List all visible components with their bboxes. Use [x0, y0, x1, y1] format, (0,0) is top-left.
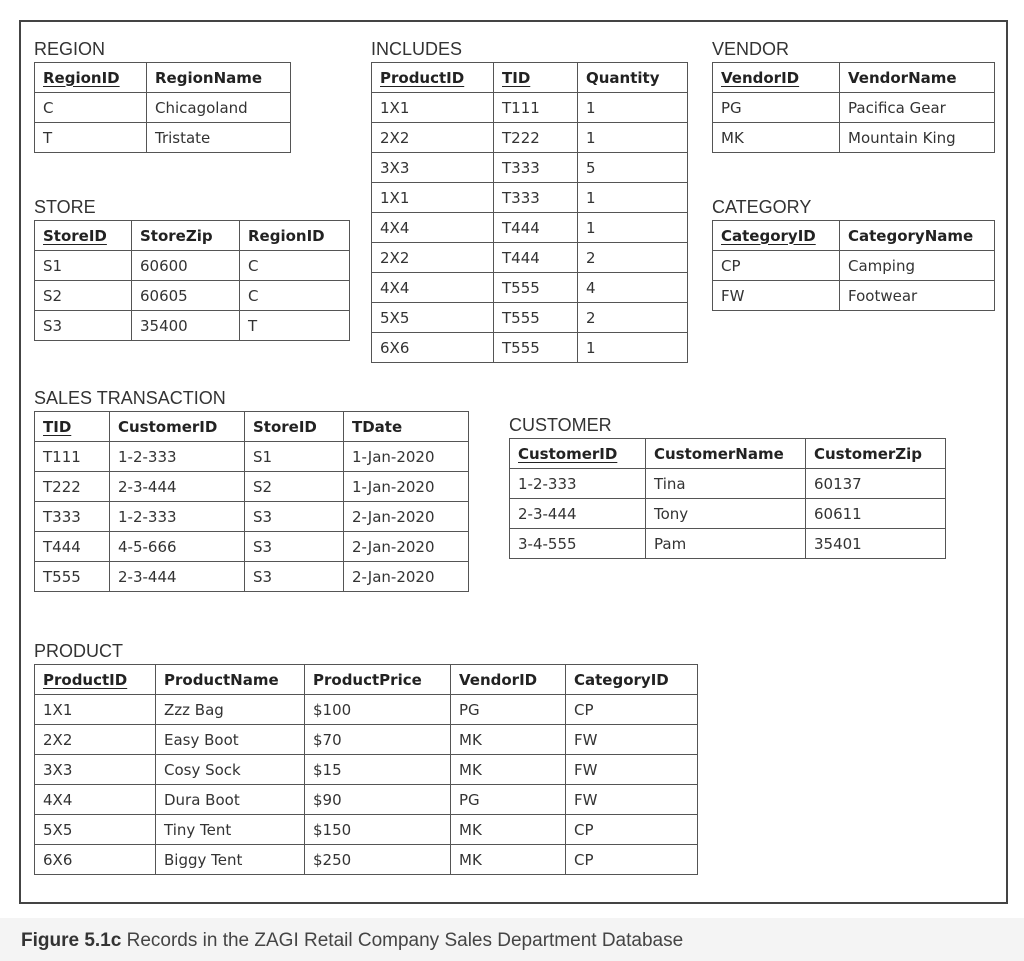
table-row: [35, 845, 698, 875]
cell-tid: T222: [494, 123, 578, 153]
cell-regionid: C: [240, 281, 350, 311]
cell-tid: T333: [494, 183, 578, 213]
cell-storeid: S3: [245, 532, 344, 562]
cell-categoryid: FW: [713, 281, 840, 311]
table-row: [372, 303, 688, 333]
cell-productid: 1X1: [372, 183, 494, 213]
table-row: [372, 93, 688, 123]
column-header-quantity: Quantity: [578, 63, 688, 93]
cell-tid: T555: [494, 273, 578, 303]
column-header-vendorid: VendorID: [713, 63, 840, 93]
table-row: [713, 251, 995, 281]
header-row: [510, 439, 946, 469]
cell-quantity: 1: [578, 123, 688, 153]
cell-customerzip: 35401: [806, 529, 946, 559]
cell-categoryid: FW: [566, 725, 698, 755]
column-header-regionname: RegionName: [147, 63, 291, 93]
cell-productid: 6X6: [35, 845, 156, 875]
product-table-title: PRODUCT: [34, 641, 123, 661]
column-header-tid: TID: [494, 63, 578, 93]
cell-storeid: S1: [245, 442, 344, 472]
cell-customerzip: 60611: [806, 499, 946, 529]
table-row: [35, 281, 350, 311]
cell-storezip: 35400: [132, 311, 240, 341]
cell-vendorid: PG: [451, 785, 566, 815]
cell-categoryid: CP: [566, 695, 698, 725]
cell-productid: 3X3: [372, 153, 494, 183]
column-header-storeid: StoreID: [245, 412, 344, 442]
column-header-customerid: CustomerID: [110, 412, 245, 442]
column-header-categoryid: CategoryID: [713, 221, 840, 251]
column-header-storeid: StoreID: [35, 221, 132, 251]
cell-productid: 2X2: [35, 725, 156, 755]
cell-regionid: T: [35, 123, 147, 153]
table-row: [35, 785, 698, 815]
category-table: [712, 220, 995, 311]
table-row: [372, 213, 688, 243]
column-header-regionid: RegionID: [35, 63, 147, 93]
cell-customerid: 1-2-333: [110, 442, 245, 472]
cell-productid: 3X3: [35, 755, 156, 785]
cell-categoryid: CP: [566, 815, 698, 845]
table-row: [35, 815, 698, 845]
cell-productname: Dura Boot: [156, 785, 305, 815]
column-header-vendorid: VendorID: [451, 665, 566, 695]
sales-transaction-table-block: [34, 385, 469, 592]
vendor-table-block: [712, 36, 995, 153]
table-row: [372, 123, 688, 153]
cell-productid: 5X5: [35, 815, 156, 845]
cell-regionid: C: [35, 93, 147, 123]
column-header-productid: ProductID: [372, 63, 494, 93]
cell-customerid: 2-3-444: [110, 562, 245, 592]
header-row: [35, 665, 698, 695]
cell-customerid: 1-2-333: [510, 469, 646, 499]
region-table-title: REGION: [34, 39, 106, 59]
includes-table-block: [371, 36, 688, 363]
table-row: [510, 529, 946, 559]
cell-productid: 1X1: [35, 695, 156, 725]
cell-productprice: $150: [305, 815, 451, 845]
column-header-customername: CustomerName: [646, 439, 806, 469]
cell-storeid: S3: [245, 562, 344, 592]
cell-tid: T222: [35, 472, 110, 502]
cell-productid: 4X4: [35, 785, 156, 815]
vendor-table: [712, 62, 995, 153]
cell-quantity: 5: [578, 153, 688, 183]
cell-quantity: 1: [578, 93, 688, 123]
store-table-title: STORE: [34, 197, 96, 217]
cell-tid: T111: [35, 442, 110, 472]
cell-customername: Pam: [646, 529, 806, 559]
cell-customername: Tony: [646, 499, 806, 529]
table-row: [510, 469, 946, 499]
column-header-productid: ProductID: [35, 665, 156, 695]
customer-table-block: [509, 412, 946, 559]
store-table: [34, 220, 350, 341]
table-row: [713, 123, 995, 153]
cell-tid: T555: [494, 333, 578, 363]
cell-tid: T444: [494, 213, 578, 243]
table-row: [35, 311, 350, 341]
store-table-block: [34, 194, 350, 341]
cell-productname: Biggy Tent: [156, 845, 305, 875]
cell-vendorid: MK: [451, 725, 566, 755]
cell-productid: 4X4: [372, 213, 494, 243]
cell-customerid: 2-3-444: [110, 472, 245, 502]
table-row: [35, 442, 469, 472]
column-header-tid: TID: [35, 412, 110, 442]
product-table-block: [34, 638, 698, 875]
customer-table: [509, 438, 946, 559]
cell-storeid: S3: [35, 311, 132, 341]
table-row: [372, 183, 688, 213]
cell-tid: T111: [494, 93, 578, 123]
cell-vendorid: MK: [451, 755, 566, 785]
cell-tid: T444: [35, 532, 110, 562]
cell-vendorid: PG: [451, 695, 566, 725]
cell-productname: Zzz Bag: [156, 695, 305, 725]
column-header-tdate: TDate: [344, 412, 469, 442]
customer-table-title: CUSTOMER: [509, 415, 612, 435]
cell-productprice: $250: [305, 845, 451, 875]
sales-transaction-table: [34, 411, 469, 592]
cell-quantity: 4: [578, 273, 688, 303]
region-table-block: [34, 36, 291, 153]
column-header-customerid: CustomerID: [510, 439, 646, 469]
cell-productname: Cosy Sock: [156, 755, 305, 785]
cell-vendorid: MK: [451, 815, 566, 845]
cell-customername: Tina: [646, 469, 806, 499]
header-row: [713, 221, 995, 251]
header-row: [372, 63, 688, 93]
category-table-title: CATEGORY: [712, 197, 812, 217]
cell-customerzip: 60137: [806, 469, 946, 499]
cell-quantity: 2: [578, 303, 688, 333]
cell-tid: T333: [35, 502, 110, 532]
cell-categoryname: Camping: [840, 251, 995, 281]
cell-productprice: $90: [305, 785, 451, 815]
cell-tdate: 2-Jan-2020: [344, 532, 469, 562]
table-row: [35, 755, 698, 785]
cell-tdate: 2-Jan-2020: [344, 562, 469, 592]
cell-categoryid: FW: [566, 755, 698, 785]
cell-productid: 4X4: [372, 273, 494, 303]
cell-regionname: Chicagoland: [147, 93, 291, 123]
cell-productprice: $100: [305, 695, 451, 725]
column-header-storezip: StoreZip: [132, 221, 240, 251]
table-row: [372, 333, 688, 363]
table-row: [372, 273, 688, 303]
column-header-productname: ProductName: [156, 665, 305, 695]
column-header-categoryid: CategoryID: [566, 665, 698, 695]
cell-tid: T555: [35, 562, 110, 592]
cell-categoryid: FW: [566, 785, 698, 815]
cell-regionid: C: [240, 251, 350, 281]
cell-tid: T444: [494, 243, 578, 273]
cell-tdate: 1-Jan-2020: [344, 442, 469, 472]
includes-table: [371, 62, 688, 363]
table-row: [510, 499, 946, 529]
cell-quantity: 2: [578, 243, 688, 273]
table-row: [35, 532, 469, 562]
cell-productid: 1X1: [372, 93, 494, 123]
sales-transaction-table-title: SALES TRANSACTION: [34, 388, 226, 408]
cell-productid: 2X2: [372, 243, 494, 273]
cell-vendorid: PG: [713, 93, 840, 123]
cell-categoryid: CP: [713, 251, 840, 281]
cell-vendorname: Mountain King: [840, 123, 995, 153]
table-row: [713, 93, 995, 123]
cell-categoryid: CP: [566, 845, 698, 875]
column-header-customerzip: CustomerZip: [806, 439, 946, 469]
cell-vendorid: MK: [713, 123, 840, 153]
cell-customerid: 1-2-333: [110, 502, 245, 532]
cell-productprice: $70: [305, 725, 451, 755]
figure-label: Figure 5.1c: [21, 930, 122, 951]
table-row: [35, 725, 698, 755]
cell-customerid: 3-4-555: [510, 529, 646, 559]
table-row: [372, 153, 688, 183]
cell-storeid: S2: [245, 472, 344, 502]
cell-tdate: 1-Jan-2020: [344, 472, 469, 502]
cell-tid: T555: [494, 303, 578, 333]
table-row: [35, 502, 469, 532]
cell-productid: 2X2: [372, 123, 494, 153]
cell-storeid: S3: [245, 502, 344, 532]
cell-regionid: T: [240, 311, 350, 341]
cell-storezip: 60605: [132, 281, 240, 311]
cell-quantity: 1: [578, 213, 688, 243]
cell-productprice: $15: [305, 755, 451, 785]
header-row: [713, 63, 995, 93]
cell-quantity: 1: [578, 183, 688, 213]
table-row: [35, 251, 350, 281]
cell-productid: 6X6: [372, 333, 494, 363]
column-header-vendorname: VendorName: [840, 63, 995, 93]
cell-customerid: 4-5-666: [110, 532, 245, 562]
cell-categoryname: Footwear: [840, 281, 995, 311]
figure-caption: [21, 930, 683, 952]
table-row: [372, 243, 688, 273]
column-header-productprice: ProductPrice: [305, 665, 451, 695]
column-header-regionid: RegionID: [240, 221, 350, 251]
cell-vendorid: MK: [451, 845, 566, 875]
header-row: [35, 412, 469, 442]
product-table: [34, 664, 698, 875]
table-row: [35, 695, 698, 725]
cell-quantity: 1: [578, 333, 688, 363]
region-table: [34, 62, 291, 153]
cell-vendorname: Pacifica Gear: [840, 93, 995, 123]
cell-tdate: 2-Jan-2020: [344, 502, 469, 532]
vendor-table-title: VENDOR: [712, 39, 790, 59]
table-row: [35, 472, 469, 502]
figure-caption-text: Records in the ZAGI Retail Company Sales Department Database: [126, 930, 684, 951]
cell-storeid: S2: [35, 281, 132, 311]
cell-regionname: Tristate: [147, 123, 291, 153]
header-row: [35, 221, 350, 251]
table-row: [35, 93, 291, 123]
column-header-categoryname: CategoryName: [840, 221, 995, 251]
table-row: [35, 123, 291, 153]
category-table-block: [712, 194, 995, 311]
includes-table-title: INCLUDES: [371, 39, 463, 59]
table-row: [713, 281, 995, 311]
cell-storezip: 60600: [132, 251, 240, 281]
cell-productid: 5X5: [372, 303, 494, 333]
cell-productname: Tiny Tent: [156, 815, 305, 845]
header-row: [35, 63, 291, 93]
cell-tid: T333: [494, 153, 578, 183]
cell-storeid: S1: [35, 251, 132, 281]
cell-customerid: 2-3-444: [510, 499, 646, 529]
table-row: [35, 562, 469, 592]
cell-productname: Easy Boot: [156, 725, 305, 755]
